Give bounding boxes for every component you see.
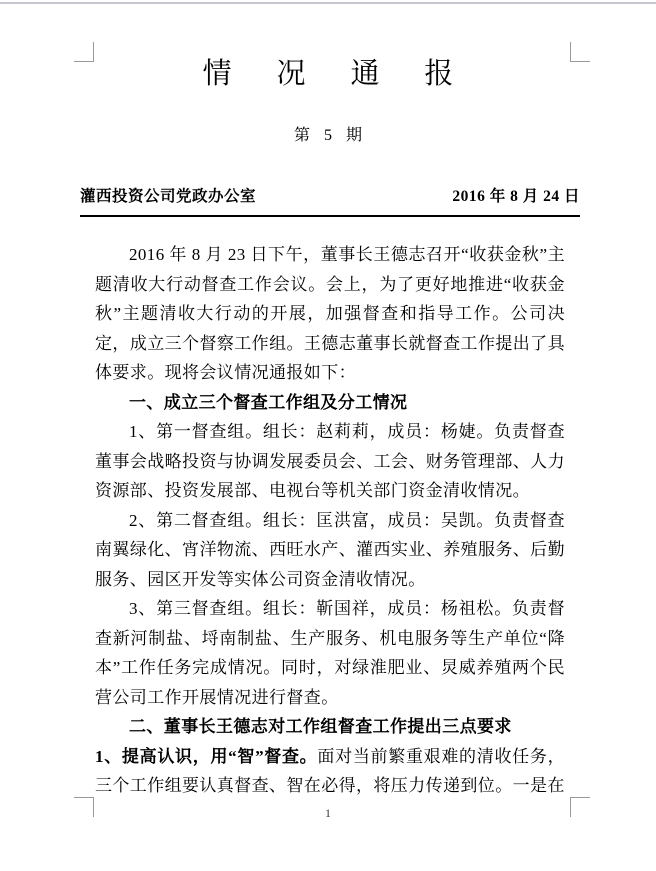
doc-title: 情 况 通 报 <box>202 58 470 90</box>
group-2-paragraph: 2、第二督查组。组长：匡洪富，成员：吴凯。负责督查南翼绿化、宵洋物流、西旺水产、灌西实业、养殖服务、后勤服务、园区开发等实体公司资金清收情况。 <box>95 510 565 589</box>
page-number: 1 <box>325 806 331 820</box>
issue-date: 2016 年 8 月 24 日 <box>452 188 580 205</box>
masthead-header-row <box>80 184 580 217</box>
document-body <box>95 240 565 801</box>
issuing-office: 灌西投资公司党政办公室 <box>80 188 257 205</box>
page-top-edge-line <box>0 2 656 4</box>
intro-paragraph: 2016 年 8 月 23 日下午，董事长王德志召开“收获金秋”主题清收大行动督查工作会议。会上，为了更好地推进“收获金秋”主题清收大行动的开展，加强督查和指导工作。公司决定，成立三个督察工作组。王德志董事长就督查工作提出了具体要求。现将会议情况通报如下： <box>95 245 565 382</box>
margin-crop-mark-top-left <box>74 42 94 62</box>
issue-number: 第 5 期 <box>293 127 367 144</box>
margin-crop-mark-top-right <box>570 42 590 62</box>
point-1-lead: 1、提高认识，用“智”督查。 <box>95 746 318 766</box>
point-1-paragraph <box>95 742 565 801</box>
point-1-text: 面对当前繁重艰难的清收任务，三个工作组要认真督查、智在必得，将压力传递到位。一是在 <box>95 746 565 795</box>
group-3-paragraph: 3、第三督查组。组长：靳国祥，成员：杨祖松。负责督查新河制盐、埒南制盐、生产服务、机电服务等生产单位“降本”工作任务完成情况。同时，对绿淮肥业、炅威养殖两个民营公司工作开展情况进行督查。 <box>95 599 565 707</box>
section-1-heading: 一、成立三个督查工作组及分工情况 <box>129 392 408 412</box>
section-2-heading: 二、董事长王德志对工作组督查工作提出三点要求 <box>129 717 512 736</box>
group-1-paragraph: 1、第一督查组。组长：赵莉莉，成员：杨婕。负责督查董事会战略投资与协调发展委员会、工会、财务管理部、人力资源部、投资发展部、电视台等机关部门资金清收情况。 <box>95 422 565 500</box>
